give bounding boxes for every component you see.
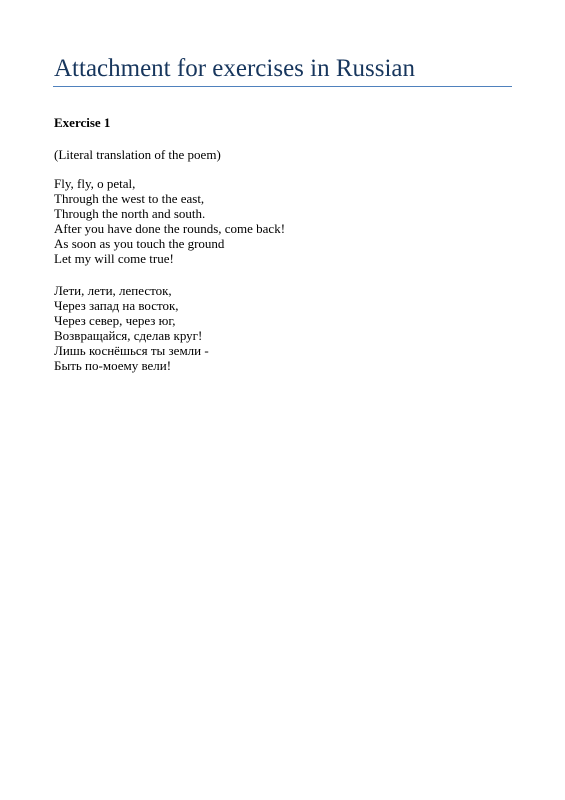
poem-line: As soon as you touch the ground — [54, 236, 225, 251]
poem-line: Быть по-моему вели! — [54, 358, 172, 373]
title-underline — [53, 86, 512, 87]
page-title: Attachment for exercises in Russian — [54, 55, 416, 82]
section-heading: Exercise 1 — [54, 115, 111, 130]
poem-line: After you have done the rounds, come back! — [54, 221, 286, 236]
poem-line: Лети, лети, лепесток, — [54, 283, 172, 298]
russian-poem — [54, 283, 209, 373]
poem-line: Через север, через юг, — [54, 313, 176, 328]
poem-line: Through the north and south. — [54, 206, 206, 221]
poem-line: Возвращайся, сделав круг! — [54, 328, 203, 343]
poem-line: Through the west to the east, — [54, 191, 205, 206]
poem-line: Лишь коснёшься ты земли - — [54, 343, 209, 358]
poem-line: Через запад на восток, — [54, 298, 179, 313]
translation-note: (Literal translation of the poem) — [54, 147, 221, 162]
poem-line: Fly, fly, o petal, — [54, 176, 136, 191]
poem-line: Let my will come true! — [54, 251, 174, 266]
english-poem — [54, 176, 285, 266]
